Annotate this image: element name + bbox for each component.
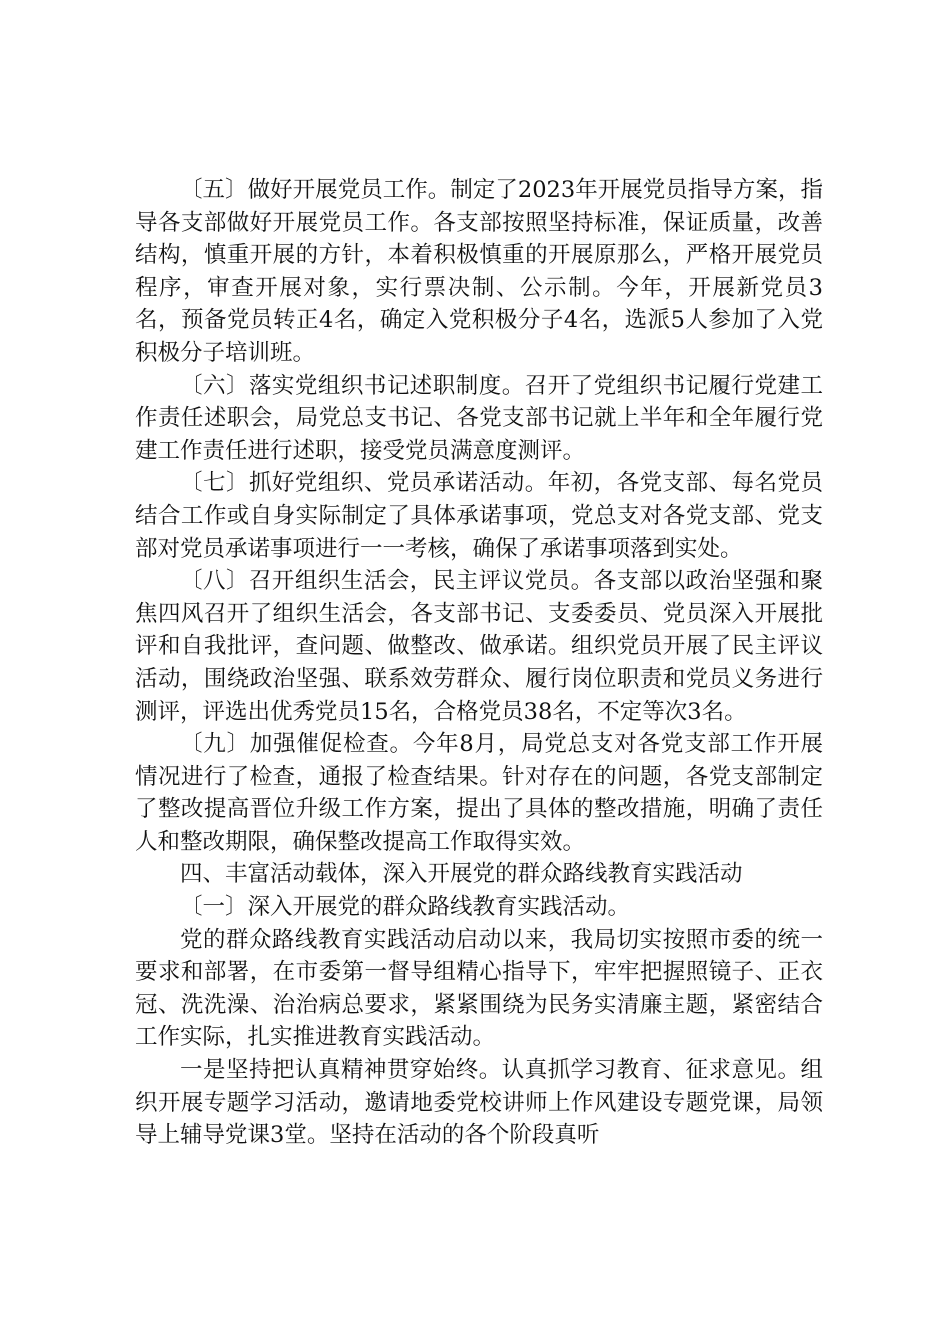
paragraph-section-7: 〔七〕抓好党组织、党员承诺活动。年初，各党支部、每名党员结合工作或自身实际制定了具体承诺事项，党总支对各党支部、党支部对党员承诺事项进行一一考核，确保了承诺事项落到实处。 (135, 470, 823, 562)
document-body (135, 174, 823, 1152)
paragraph-section-6: 〔六〕落实党组织书记述职制度。召开了党组织书记履行党建工作责任述职会，局党总支书记、各党支部书记就上半年和全年履行党建工作责任进行述职，接受党员满意度测评。 (135, 372, 823, 464)
paragraph-section-9: 〔九〕加强催促检查。今年8月，局党总支对各党支部工作开展情况进行了检查，通报了检查结果。针对存在的问题，各党支部制定了整改提高晋位升级工作方案，提出了具体的整改措施，明确了责任人和整改期限，确保整改提高工作取得实效。 (135, 731, 823, 855)
paragraph-campaign-intro: 党的群众路线教育实践活动启动以来，我局切实按照市委的统一要求和部署，在市委第一督导组精心指导下，牢牢把握照镜子、正衣冠、洗洗澡、治治病总要求，紧紧围绕为民务实清廉主题，紧密结合工作实际，扎实推进教育实践活动。 (135, 926, 823, 1051)
heading-part-4: 四、丰富活动载体，深入开展党的群众路线教育实践活动 (180, 861, 743, 888)
paragraph-point-one: 一是坚持把认真精神贯穿始终。认真抓学习教育、征求意见。组织开展专题学习活动，邀请地委党校讲师上作风建设专题党课，局领导上辅导党课3堂。坚持在活动的各个阶段真听 (135, 1057, 823, 1149)
paragraph-section-8: 〔八〕召开组织生活会，民主评议党员。各支部以政治坚强和聚焦四风召开了组织生活会，各支部书记、支委委员、党员深入开展批评和自我批评，查问题、做整改、做承诺。组织党员开展了民主评议活动，围绕政治坚强、联系效劳群众、履行岗位职责和党员义务进行测评，评选出优秀党员15名，合格党员38名，不定等次3名。 (135, 568, 823, 725)
subheading-part-4-1: 〔一〕深入开展党的群众路线教育实践活动。 (180, 894, 631, 921)
paragraph-section-5: 〔五〕做好开展党员工作。制定了2023年开展党员指导方案，指导各支部做好开展党员工作。各支部按照坚持标准，保证质量，改善结构，慎重开展的方针，本着积极慎重的开展原那么，严格开展党员程序，审查开展对象，实行票决制、公示制。今年，开展新党员3名，预备党员转正4名，确定入党积极分子4名，选派5人参加了入党积极分子培训班。 (135, 177, 823, 366)
